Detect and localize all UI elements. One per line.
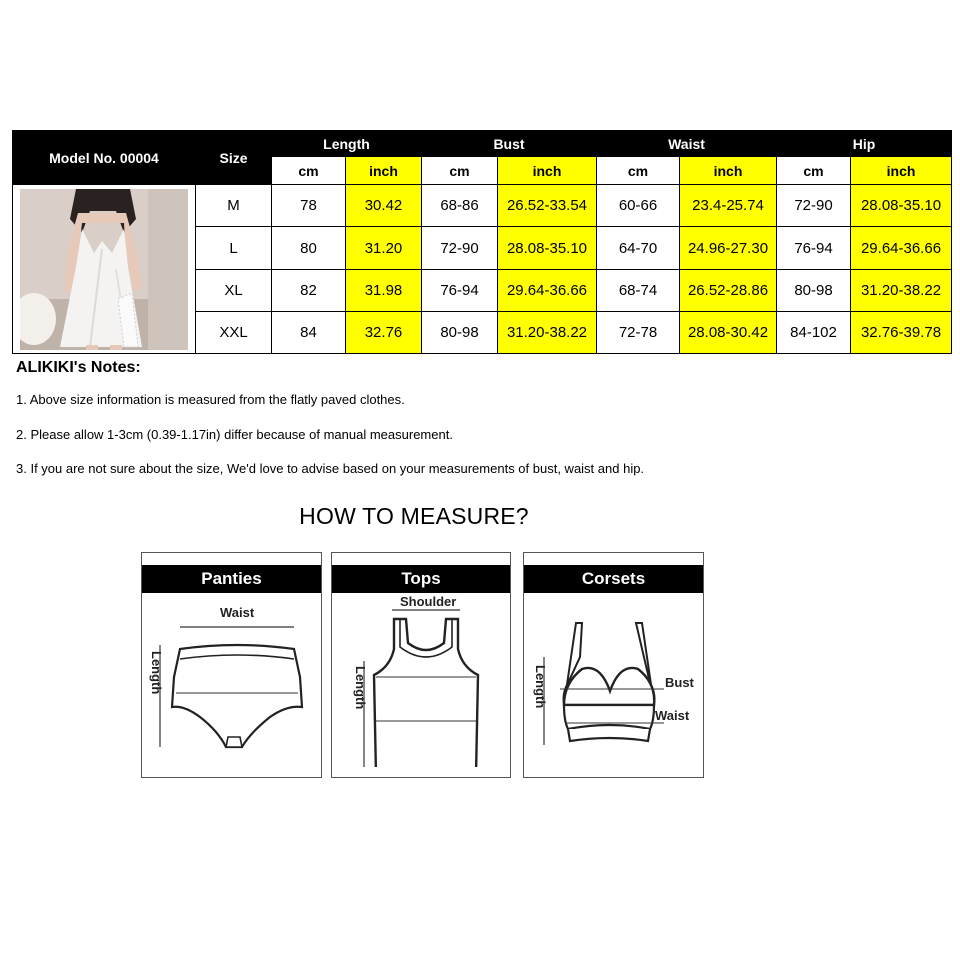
corsets-measure-card (523, 552, 704, 778)
unit-header: cm (597, 157, 680, 185)
value-cell: 68-74 (597, 269, 680, 311)
slip-dress-photo-icon (20, 189, 188, 350)
panties-diagram-icon (142, 597, 321, 767)
value-cell: 31.20 (346, 227, 422, 269)
value-cell: 80 (272, 227, 346, 269)
bust-header: Bust (422, 131, 597, 157)
value-cell: 30.42 (346, 185, 422, 227)
corset-diagram-icon (524, 597, 703, 767)
product-photo (20, 189, 188, 350)
unit-header: inch (346, 157, 422, 185)
value-cell: 31.98 (346, 269, 422, 311)
value-cell: 29.64-36.66 (851, 227, 952, 269)
value-cell: 78 (272, 185, 346, 227)
corsets-bust-label: Bust (665, 675, 694, 690)
value-cell: 72-90 (422, 227, 498, 269)
size-cell: XXL (196, 311, 272, 353)
how-to-measure-title: HOW TO MEASURE? (299, 503, 529, 529)
note-item: 3. If you are not sure about the size, We'd love to advise based on your measurements of bust, waist and hip. (16, 461, 645, 476)
unit-header: inch (851, 157, 952, 185)
value-cell: 68-86 (422, 185, 498, 227)
tank-top-diagram-icon (332, 597, 510, 767)
tops-shoulder-label: Shoulder (400, 594, 457, 609)
tops-measure-card (331, 552, 511, 778)
size-chart-table (12, 130, 952, 354)
value-cell: 72-90 (777, 185, 851, 227)
panties-card-title: Panties (142, 565, 321, 593)
tops-length-label: Length (353, 666, 368, 710)
unit-header: cm (422, 157, 498, 185)
waist-header: Waist (597, 131, 777, 157)
notes-title: ALIKIKI's Notes: (16, 359, 141, 376)
value-cell: 24.96-27.30 (680, 227, 777, 269)
corsets-length-label: Length (533, 665, 548, 709)
unit-header: cm (777, 157, 851, 185)
value-cell: 28.08-35.10 (851, 185, 952, 227)
panties-measure-card (141, 552, 322, 778)
value-cell: 28.08-30.42 (680, 311, 777, 353)
product-photo-cell (13, 185, 196, 354)
value-cell: 80-98 (422, 311, 498, 353)
unit-header: inch (680, 157, 777, 185)
model-number-header: Model No. 00004 (13, 131, 196, 185)
value-cell: 80-98 (777, 269, 851, 311)
value-cell: 28.08-35.10 (498, 227, 597, 269)
hip-header: Hip (777, 131, 952, 157)
value-cell: 32.76-39.78 (851, 311, 952, 353)
value-cell: 76-94 (777, 227, 851, 269)
panties-length-label: Length (149, 651, 164, 695)
size-header: Size (196, 131, 272, 185)
value-cell: 31.20-38.22 (851, 269, 952, 311)
value-cell: 32.76 (346, 311, 422, 353)
note-item: 1. Above size information is measured from the flatly paved clothes. (16, 392, 405, 407)
unit-header: inch (498, 157, 597, 185)
value-cell: 64-70 (597, 227, 680, 269)
value-cell: 72-78 (597, 311, 680, 353)
size-cell: L (196, 227, 272, 269)
value-cell: 23.4-25.74 (680, 185, 777, 227)
value-cell: 76-94 (422, 269, 498, 311)
corsets-card-title: Corsets (524, 565, 703, 593)
table-row (13, 185, 952, 227)
value-cell: 31.20-38.22 (498, 311, 597, 353)
tops-card-title: Tops (332, 565, 510, 593)
value-cell: 26.52-28.86 (680, 269, 777, 311)
length-header: Length (272, 131, 422, 157)
size-cell: XL (196, 269, 272, 311)
value-cell: 84-102 (777, 311, 851, 353)
size-cell: M (196, 185, 272, 227)
corsets-waist-label: Waist (655, 708, 690, 723)
panties-waist-label: Waist (220, 605, 255, 620)
unit-header: cm (272, 157, 346, 185)
value-cell: 82 (272, 269, 346, 311)
value-cell: 84 (272, 311, 346, 353)
value-cell: 60-66 (597, 185, 680, 227)
value-cell: 26.52-33.54 (498, 185, 597, 227)
note-item: 2. Please allow 1-3cm (0.39-1.17in) differ because of manual measurement. (16, 427, 453, 442)
value-cell: 29.64-36.66 (498, 269, 597, 311)
